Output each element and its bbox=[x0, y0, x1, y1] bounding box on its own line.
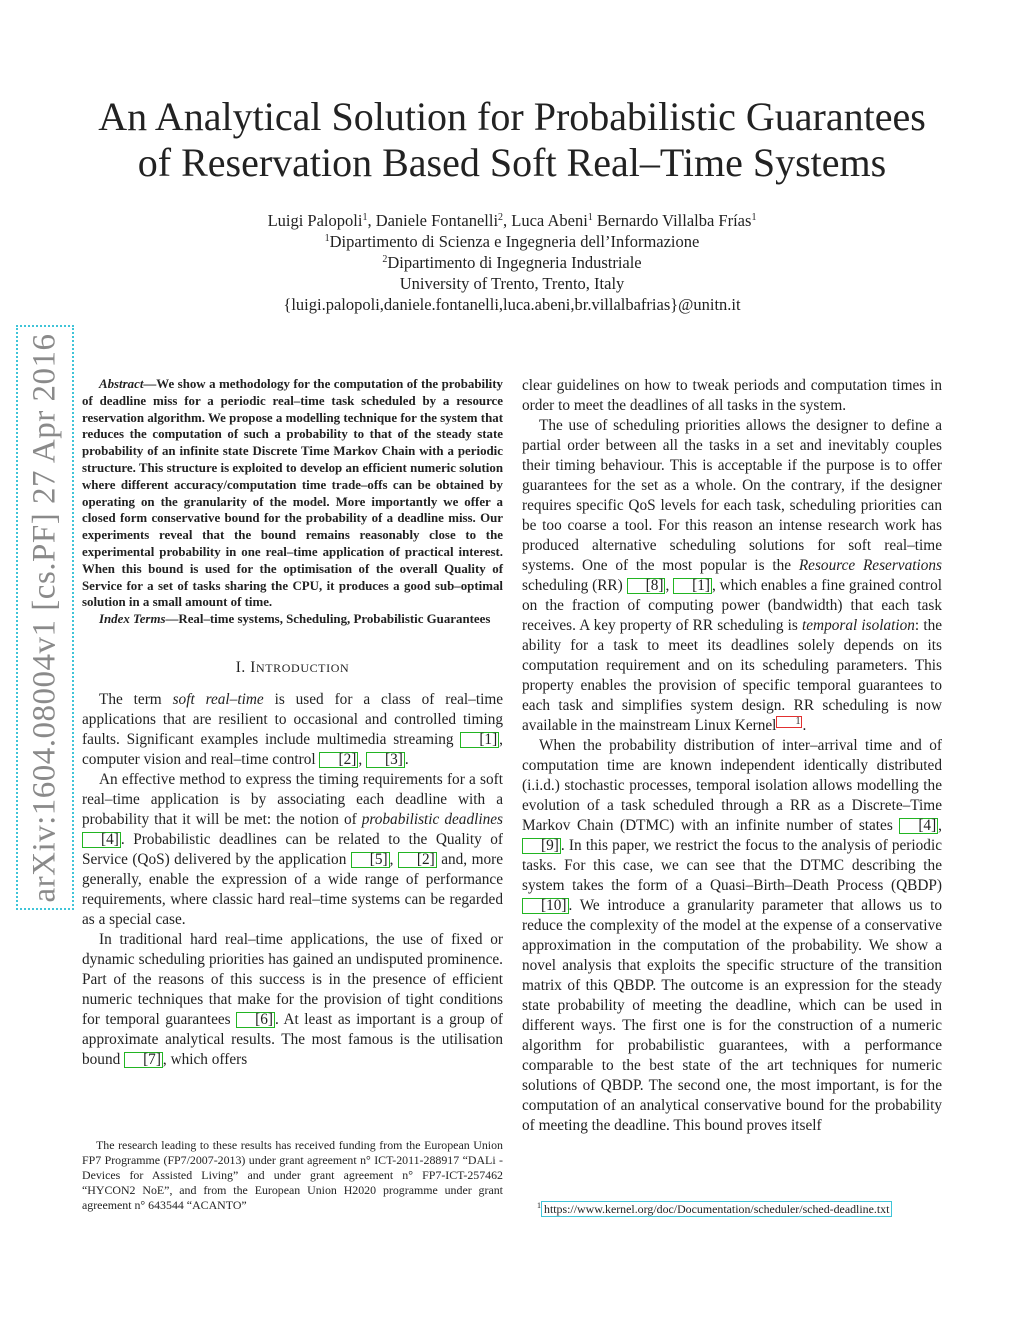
index-terms-label: Index Terms bbox=[99, 612, 166, 627]
citation-link[interactable]: [1] bbox=[673, 578, 712, 594]
intro-paragraph-4: clear guidelines on how to tweak periods and computation times in order to meet the deadlines of all tasks in the system. bbox=[522, 377, 942, 414]
title-line-1: An Analytical Solution for Probabilistic Guarantees bbox=[98, 94, 926, 139]
author-block bbox=[120, 210, 904, 315]
abstract-text: —We show a methodology for the computation of the probability of deadline miss for a periodic real–time task scheduled by a resource reservation algorithm. We propose a modelling technique for the system that reduces the computation of such a probability to that of the steady state probability of an infinite state Discrete Time Markov Chain with a periodic structure. This structure is exploited to develop an efficient numeric solution where different accuracy/computation time trade–offs can be obtained by operating on the granularity of the model. More importantly we offer a closed form conservative bound for the probability of a deadline miss. Our experiments reveal that the bound remains reasonably close to the experimental probability in one real–time application of practical interest. When this bound is used for the optimisation of the overall Quality of Service for a set of tasks sharing the CPU, it produces a good sub–optimal solution in a small amount of time. bbox=[82, 377, 503, 610]
author-emails: {luigi.palopoli,daniele.fontanelli,luca.abeni,br.villalbafrias}@unitn.it bbox=[283, 295, 741, 314]
kernel-doc-link[interactable]: https://www.kernel.org/doc/Documentation/scheduler/sched-deadline.txt bbox=[541, 1201, 892, 1217]
intro-paragraph-2: An effective method to express the timing requirements for a soft real–time application is by associating each deadline with a probability that it will be met: the notion of probabilistic deadlines [4] . Probabilistic deadlines can be related to the Quality of Service (QoS) delivered by the application [5] , [2] and, more generally, enable the expression of a wide range of performance requirements, where classic hard real–time systems can be regarded as a special case. bbox=[82, 770, 503, 928]
citation-link[interactable]: [7] bbox=[124, 1052, 163, 1068]
affiliation-1: $^1$Dipartimento di Scienza e Ingegneria dell’Informazione bbox=[324, 232, 700, 251]
url-footnote bbox=[537, 1198, 957, 1217]
abstract-label: Abstract bbox=[99, 377, 144, 391]
intro-paragraph-1: The term soft real–time is used for a class of real–time applications that are resilient to occasional and controlled timing faults. Significant examples include multimedia streaming [1] , computer vision and real–time control [2] , [3] . bbox=[82, 690, 504, 768]
arxiv-identifier-text: arXiv:1604.08004v1 [cs.PF] 27 Apr 2016 bbox=[26, 333, 63, 902]
intro-paragraph-6: When the probability distribution of inter–arrival time and of computation time are known independent identically distributed (i.i.d.) stochastic processes, temporal isolation allows modelling the evolution of a task scheduled through a RR as a Discrete–Time Markov Chain (DTMC) with an infinite number of states [4] , [9] . In this paper, we restrict the focus to the analysis of periodic tasks. For this case, we can see that the DTMC describing the system takes the form of a Quasi–Birth–Death Process (QBDP) [10] . We introduce a granularity parameter that allows us to reduce the complexity of the model at the expense of a conservative approximation in the computation of the probability. We show a novel analysis that exploits the specific structure of the transition matrix of this QBDP. The outcome is an expression for the steady state probability of meeting the deadline, which can be used in different ways. The first one is for the construction of a numeric algorithm for probabilistic guarantees, with a performance comparable to the best state of the art techniques for numeric solutions of QBDP. The second one, the most important, is for the computation of an analytical conservative bound for the probability of meeting the deadline. This bound proves itself bbox=[522, 737, 942, 1134]
citation-link[interactable]: [3] bbox=[366, 752, 405, 768]
university: University of Trento, Trento, Italy bbox=[399, 274, 625, 293]
intro-paragraph-5: The use of scheduling priorities allows the designer to define a partial order between all the tasks in a set and inevitably couples their timing behaviour. This is acceptable if the purpose is to offer guarantees for the set as a whole. On the contrary, if the designer requires specific QoS levels for each task, scheduling priorities can be too coarse a tool. For this reason an intense research work has produced alternative scheduling solutions for soft real–time systems. One of the most popular is the Resource Reservations scheduling (RR) [8] , [1] , which enables a fine grained control on the fraction of computing power (bandwidth) that each task receives. A key property of RR scheduling is temporal isolation: the ability for a task to meet its deadlines solely depends on its computation requirement and on its scheduling parameters. This property enables the provision of specific temporal guarantees to each task and simplifies system design. RR scheduling is now available in the mainstream Linux Kernel 1 . bbox=[522, 417, 943, 734]
citation-link[interactable]: [5] bbox=[351, 852, 390, 868]
paper-title bbox=[60, 94, 964, 186]
citation-link[interactable]: [1] bbox=[460, 732, 499, 748]
citation-link[interactable]: [2] bbox=[319, 752, 358, 768]
author-1: Luigi Palopoli bbox=[267, 211, 363, 230]
citation-link[interactable]: [6] bbox=[236, 1012, 275, 1028]
footnote-link[interactable]: 1 bbox=[776, 716, 802, 728]
author-3: Luca Abeni bbox=[511, 211, 588, 230]
footnote-number: 1 bbox=[537, 1201, 541, 1210]
author-4: Bernardo Villalba Frías bbox=[596, 211, 752, 230]
title-line-2: of Reservation Based Soft Real–Time Systems bbox=[137, 140, 887, 185]
citation-link[interactable]: [2] bbox=[398, 852, 437, 868]
citation-link[interactable]: [9] bbox=[522, 838, 561, 854]
citation-link[interactable]: [8] bbox=[627, 578, 666, 594]
citation-link[interactable]: [4] bbox=[899, 818, 938, 834]
affiliation-2: $^2$Dipartimento di Ingegneria Industriale bbox=[382, 253, 642, 272]
left-column bbox=[82, 376, 503, 1070]
intro-paragraph-3: In traditional hard real–time applications, the use of fixed or dynamic scheduling priorities has gained an undisputed prominence. Part of the reasons of this success is in the presence of efficient numeric techniques that make for the provision of tight conditions for temporal guarantees [6] . At least as important is a group of approximate analytical results. The most famous is the utilisation bound [7] , which offers bbox=[82, 930, 504, 1068]
right-column bbox=[522, 376, 942, 1136]
index-terms-text: —Real–time systems, Scheduling, Probabilistic Guarantees bbox=[165, 612, 491, 627]
section-heading-introduction: I. INTRODUCTION bbox=[235, 658, 350, 676]
author-list: Luigi Palopoli$^1$, Daniele Fontanelli$^2$, Luca Abeni$^1$ Bernardo Villalba Frías$^1$ bbox=[267, 211, 757, 230]
author-2: Daniele Fontanelli bbox=[375, 211, 499, 230]
citation-link[interactable]: [10] bbox=[522, 898, 569, 914]
funding-footnote: The research leading to these results has received funding from the European Union FP7 Programme (FP7/2007-2013) under grant agreement n° ICT-2011-288917 “DALi - Devices for Assisted Living” and under grant agreement n° FP7-ICT-257462 “HYCON2 NoE”, and from the European Union H2020 programme under grant agreement n° 643544 “ACANTO” bbox=[82, 1138, 503, 1212]
index-terms bbox=[82, 611, 503, 628]
citation-link[interactable]: [4] bbox=[82, 832, 121, 848]
arxiv-identifier-stamp[interactable] bbox=[16, 325, 74, 910]
abstract bbox=[82, 376, 503, 611]
